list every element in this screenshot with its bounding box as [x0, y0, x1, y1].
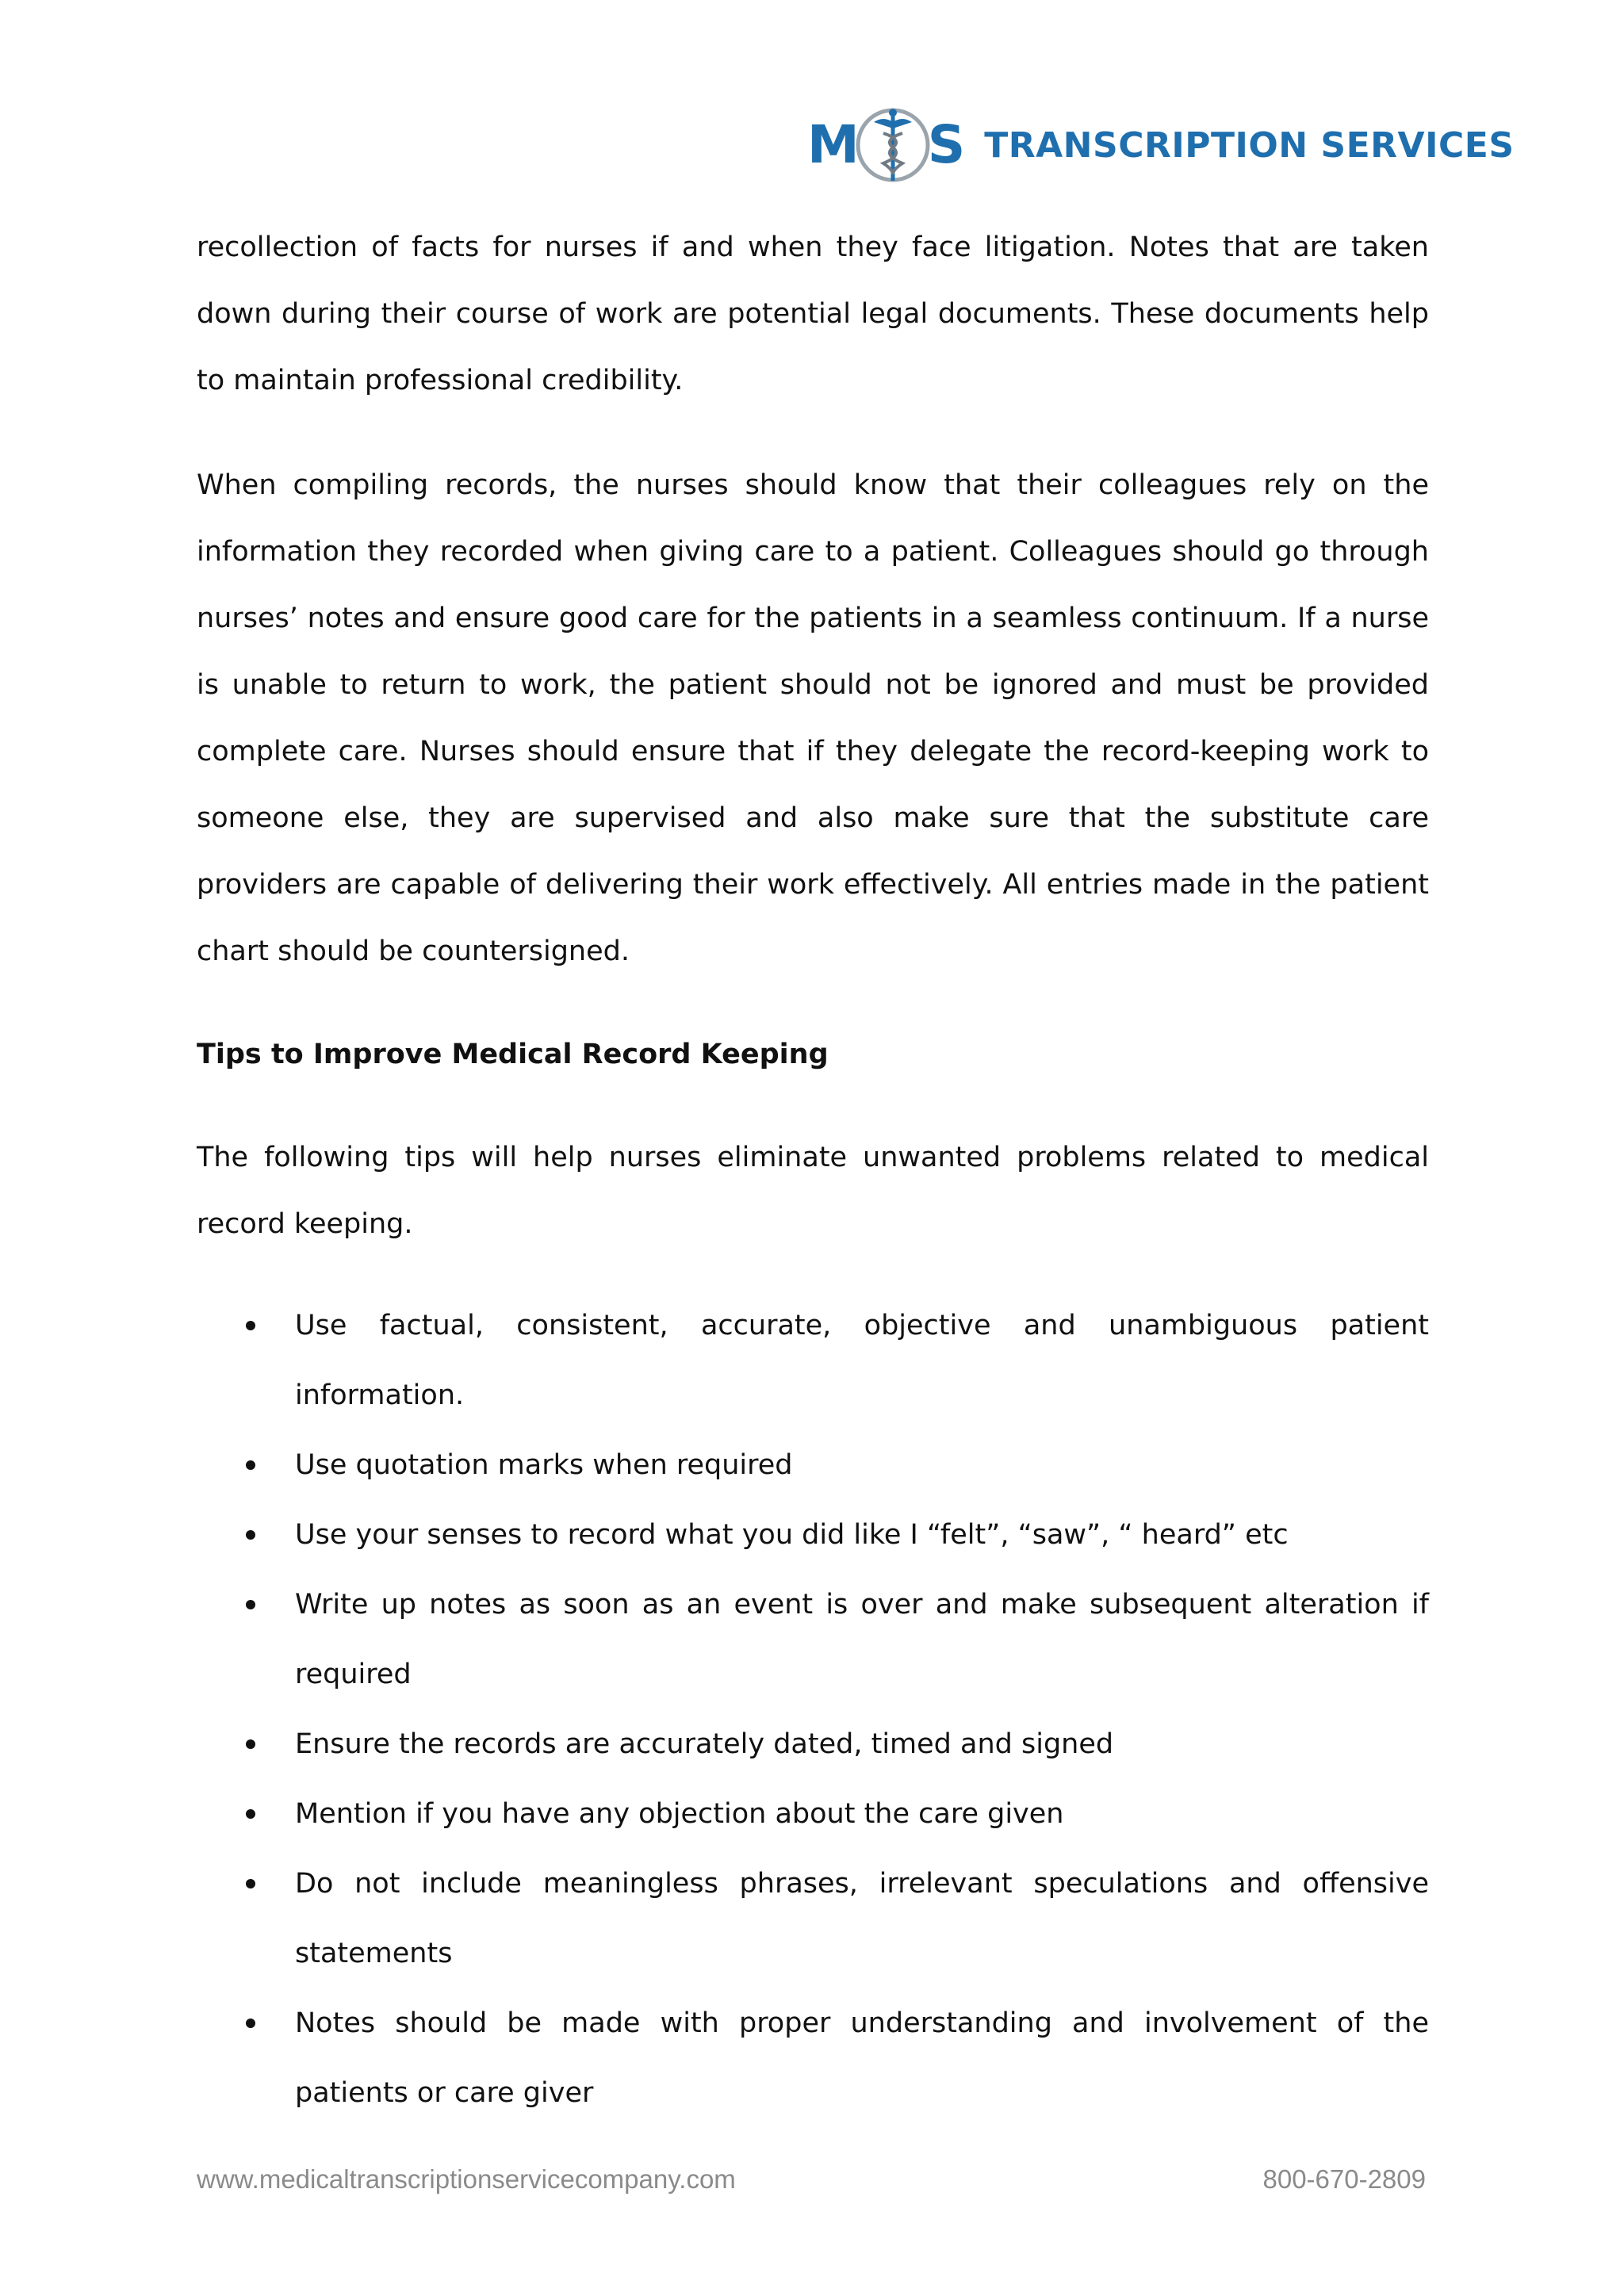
bullet-icon [246, 1879, 255, 1888]
list-item [197, 1988, 1429, 2128]
list-item [197, 1291, 1429, 1430]
list-item-text: Ensure the records are accurately dated, timed and signed [295, 1728, 1114, 1760]
document-body [197, 214, 1429, 2128]
company-logo [807, 101, 1515, 189]
bullet-icon [246, 1321, 255, 1330]
bullet-icon [246, 1460, 255, 1470]
list-item [197, 1849, 1429, 1988]
list-item [197, 1570, 1429, 1709]
list-item-text: Use quotation marks when required [295, 1449, 793, 1481]
footer-phone: 800-670-2809 [1262, 2164, 1426, 2194]
section-heading: Tips to Improve Medical Record Keeping [197, 1039, 829, 1070]
list-item-text: Use factual, consistent, accurate, objective and unambiguous patient information. [295, 1310, 1429, 1411]
bullet-icon [246, 1809, 255, 1819]
list-item [197, 1709, 1429, 1779]
bullet-icon [246, 1600, 255, 1609]
list-item-text: Notes should be made with proper understanding and involvement of the patients or care giver [295, 2007, 1429, 2109]
list-item-text: Write up notes as soon as an event is over and make subsequent alteration if required [295, 1589, 1429, 1690]
bullet-icon [246, 1530, 255, 1540]
paragraph-tips-intro: The following tips will help nurses eliminate unwanted problems related to medical record keeping. [197, 1142, 1429, 1240]
list-item-text: Mention if you have any objection about the care given [295, 1798, 1064, 1830]
tips-list [197, 1291, 1429, 2128]
paragraph-continuation: recollection of facts for nurses if and when they face litigation. Notes that are taken down during their course of work are potential legal documents. These documents help to maintain professional credibility. [197, 232, 1429, 396]
list-item [197, 1430, 1429, 1500]
logo-letter-s: S [927, 114, 964, 175]
page-footer [197, 2164, 1426, 2195]
list-item-text: Do not include meaningless phrases, irrelevant speculations and offensive statements [295, 1868, 1429, 1969]
bullet-icon [246, 1739, 255, 1749]
bullet-icon [246, 2019, 255, 2028]
company-name: TRANSCRIPTION SERVICES [984, 124, 1515, 166]
logo-letter-m: M [807, 114, 858, 175]
logo-mark [807, 101, 963, 189]
list-item [197, 1779, 1429, 1849]
footer-website-link[interactable]: www.medicaltranscriptionservicecompany.com [197, 2164, 736, 2194]
caduceus-icon [852, 101, 934, 189]
list-item-text: Use your senses to record what you did like I “felt”, “saw”, “ heard” etc [295, 1519, 1289, 1551]
list-item [197, 1500, 1429, 1570]
paragraph-compiling-records: When compiling records, the nurses should know that their colleagues rely on the information they recorded when giving care to a patient. Colleagues should go through nurses’ notes and ensure good care for the patients in a seamless continuum. If a nurse is unable to return to work, the patient should not be ignored and must be provided complete care. Nurses should ensure that if they delegate the record-keeping work to someone else, they are supervised and also make sure that the substitute care providers are capable of delivering their work effectively. All entries made in the patient chart should be countersigned. [197, 469, 1429, 967]
